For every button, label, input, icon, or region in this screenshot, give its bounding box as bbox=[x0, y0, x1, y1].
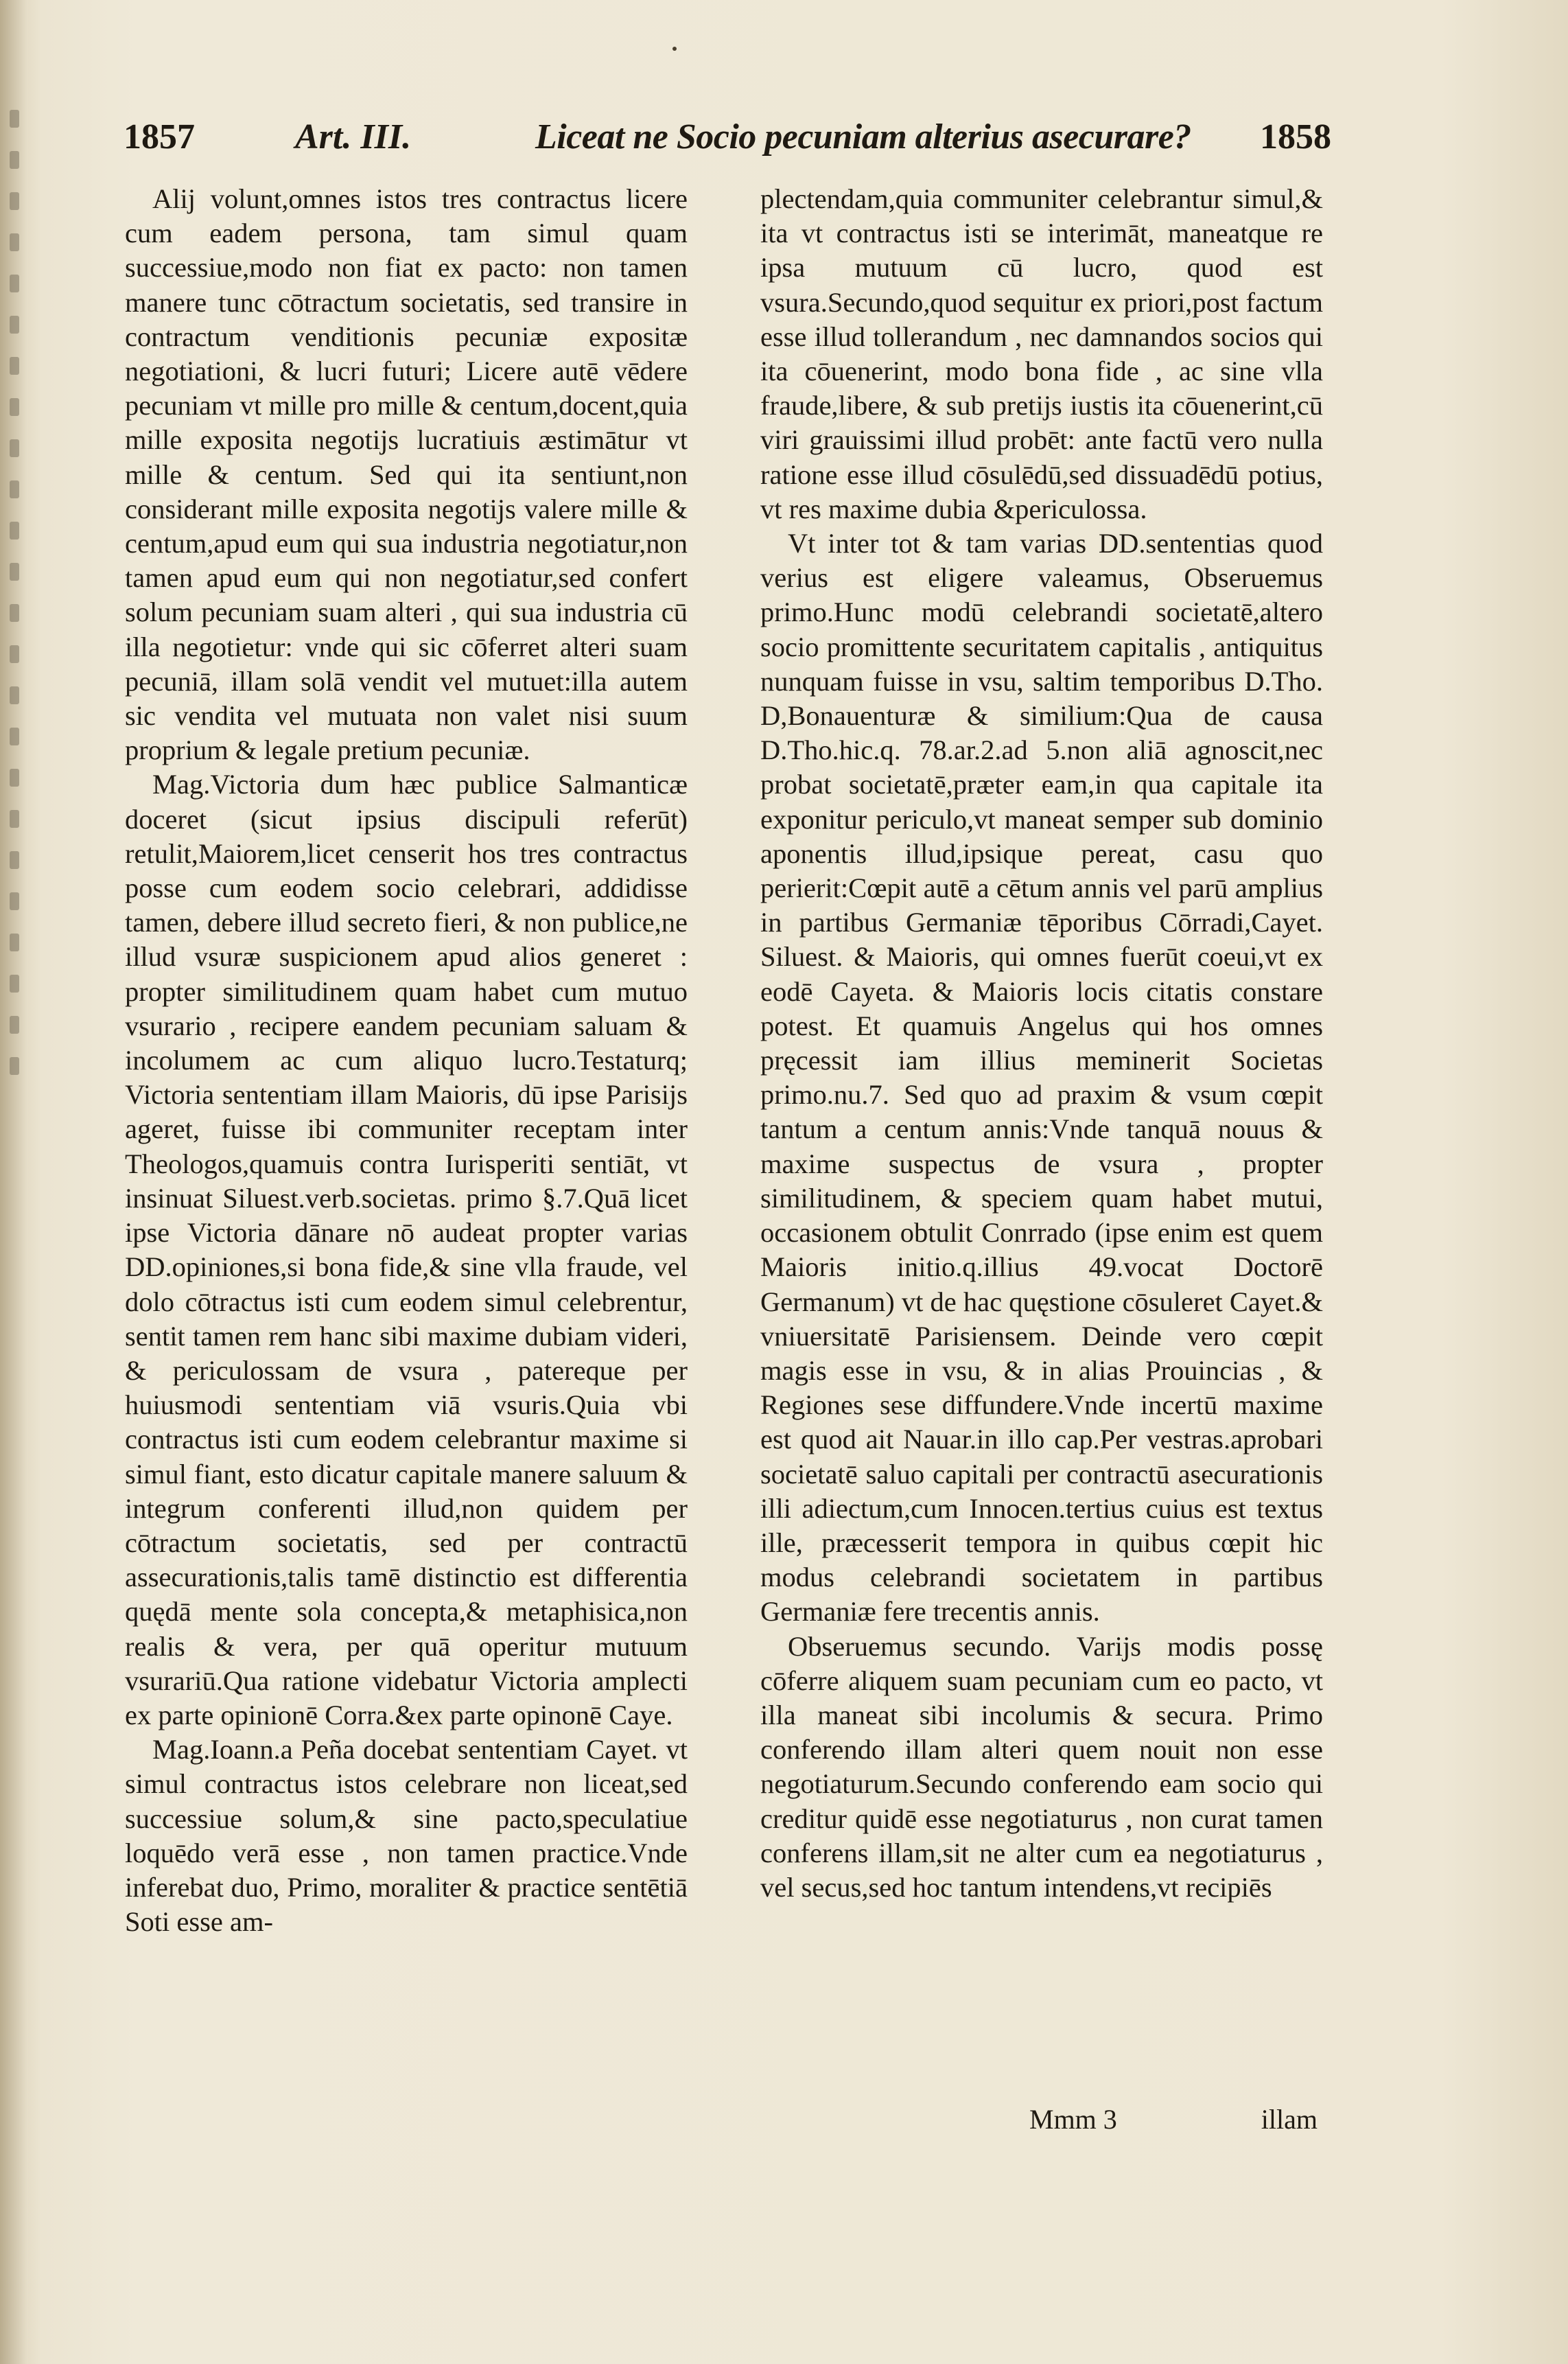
paragraph: Obseruemus secundo. Varijs modis possę cōferre aliquem suam pecuniam cum eo pacto, vt illa maneat sibi incolumis & secura. Primo conferendo illam alteri quem nouit non esse negotiaturum.Secundo conferendo eam socio qui creditur quidē esse negotiaturus , non curat tamen conferens illam,sit ne alter cum ea negotiaturus , vel secus,sed hoc tantum intendens,vt recipiēs bbox=[760, 1630, 1323, 1903]
facing-page-bleed bbox=[5, 110, 25, 1208]
paragraph: plectendam,quia communiter celebrantur simul,& ita vt contractus isti se interimāt, maneatque re ipsa mutuum cū lucro, quod est vsura.Secundo,quod sequitur ex priori,post factum esse illud tollerandum , nec damnandos socios qui ita cōuenerint, modo bona fide , ac sine vlla fraude,libere, & sub pretijs iustis ita cōuenerint,cū viri grauissimi illud probēt: ante factū vero nulla ratione esse illud cōsulēdū,sed dissuadēdū potius, vt res maxime dubia &periculossa. bbox=[760, 183, 1323, 524]
paragraph: Vt inter tot & tam varias DD.sententias quod verius est eligere valeamus, Obseruemus primo.Hunc modū celebrandi societatē,altero socio promittente securitatem capitalis , antiquitus nunquam fuisse in vsu, saltim temporibus D.Tho. D,Bonauenturæ & similium:Qua de causa D.Tho.hic.q. 78.ar.2.ad 5.non aliā agnoscit,nec probat societatē,præter eam,in qua capitale ita exponitur periculo,vt maneat semper sub dominio aponentis illud,ipsique pereat, casu quo perierit:Cœpit autē a cētum annis vel parū amplius in partibus Germaniæ tēporibus Cōrradi,Cayet. Siluest. & Maioris, qui omnes fuerūt coeui,vt ex eodē Cayeta. & Maioris locis citatis constare potest. Et quamuis Angelus qui hos omnes pręcessit iam illius meminerit Societas primo.nu.7. Sed quo ad praxim & vsum cœpit tantum a centum annis:Vnde tanquā nouus & maxime suspectus de vsura , propter similitudinem, & speciem quam habet mutui, occasionem obtulit Conrrado (ipse enim est quem Maioris initio.q.illius 49.vocat Doctorē Germanum) vt de hac quęstione cōsuleret Cayet.& vniuersitatē Parisiensem. Deinde vero cœpit magis esse in vsu, & in alias Prouincias , & Regiones sese diffundere.Vnde incertū maxime est quod ait Nauar.in illo cap.Per vestras.aprobari societatē saluo capitali per contractū asecurationis illi adiectum,cum Innocen.tertius cuius est textus ille, præcesserit tempora in quibus cœpit hic modus celebrandi societatem in partibus Germaniæ fere trecentis annis. bbox=[760, 528, 1323, 1627]
running-header bbox=[124, 110, 1331, 165]
paragraph: Mag.Ioann.a Peña docebat sententiam Cayet. vt simul contractus istos celebrare non liceat,sed successiue solum,& sine pacto,speculatiue loquēdo verā esse , non tamen practice.Vnde inferebat duo, Primo, moraliter & practice sentētiā Soti esse am- bbox=[125, 1734, 688, 1938]
article-label: Art. III. bbox=[295, 117, 412, 157]
running-title: Liceat ne Socio pecuniam alterius asecurare? bbox=[535, 117, 1191, 157]
signature-mark: Mmm 3 bbox=[1029, 2104, 1117, 2135]
catchword: illam bbox=[1261, 2104, 1318, 2135]
text-column-right bbox=[760, 182, 1323, 1905]
paragraph: Mag.Victoria dum hæc publice Salmanticæ doceret (sicut ipsius discipuli referūt) retulit,Maiorem,licet censerit hos tres contractus posse cum eodem socio celebrari, addidisse tamen, debere illud secreto fieri, & non publice,ne illud vsuræ suspicionem apud alios generet : propter similitudinem quam habet cum mutuo vsurario , recipere eandem pecuniam saluam & incolumem ac cum aliquo lucro.Testaturq; Victoria sententiam illam Maioris, dū ipse Parisijs ageret, fuisse ibi communiter receptam inter Theologos,quamuis contra Iurisperiti sentiāt, vt insinuat Siluest.verb.societas. primo §.7.Quā licet ipse Victoria dānare nō audeat propter varias DD.opiniones,si bona fide,& sine vlla fraude, vel dolo cōtractus isti cum eodem simul celebrentur, sentit tamen rem hanc sibi maxime dubiam videri, & periculossam de vsura , patereque per huiusmodi sententiam viā vsuris.Quia vbi contractus isti cum eodem celebrantur maxime si simul fiant, esto dicatur capitale manere saluum & integrum conferenti illud,non quidem per cōtractum societatis, sed per contractū assecurationis,talis tamē distinctio est differentia quędā mente sola concepta,& metaphisica,non realis & vera, per quā operitur mutuum vsurariū.Qua ratione videbatur Victoria amplecti ex parte opinionē Corra.&ex parte opinonē Caye. bbox=[125, 769, 688, 1730]
page-footer bbox=[755, 2103, 1318, 2144]
page-number-right: 1858 bbox=[1260, 117, 1331, 157]
binding-gutter bbox=[0, 0, 27, 2364]
text-column-left bbox=[125, 182, 688, 1939]
page-speck bbox=[672, 47, 677, 51]
paragraph: Alij volunt,omnes istos tres contractus licere cum eadem persona, tam simul quam successiue,modo non fiat ex pacto: non tamen manere tunc cōtractum societatis, sed transire in contractum venditionis pecuniæ expositæ negotiationi, & lucri futuri; Licere autē vēdere pecuniam vt mille pro mille & centum,docent,quia mille exposita negotijs lucratiuis æstimātur vt mille & centum. Sed qui ita sentiunt,non considerant mille exposita negotijs valere mille & centum,apud eum qui sua industria negotiatur,non tamen apud eum qui non negotiatur,sed confert solum pecuniam suam alteri , qui sua industria cū illa negotietur: vnde qui sic cōferret alteri suam pecuniā, illam solā vendit vel mutuet:illa autem sic vendita vel mutuata non valet nisi suum proprium & legale pretium pecuniæ. bbox=[125, 183, 688, 766]
page-number-left: 1857 bbox=[124, 117, 195, 157]
